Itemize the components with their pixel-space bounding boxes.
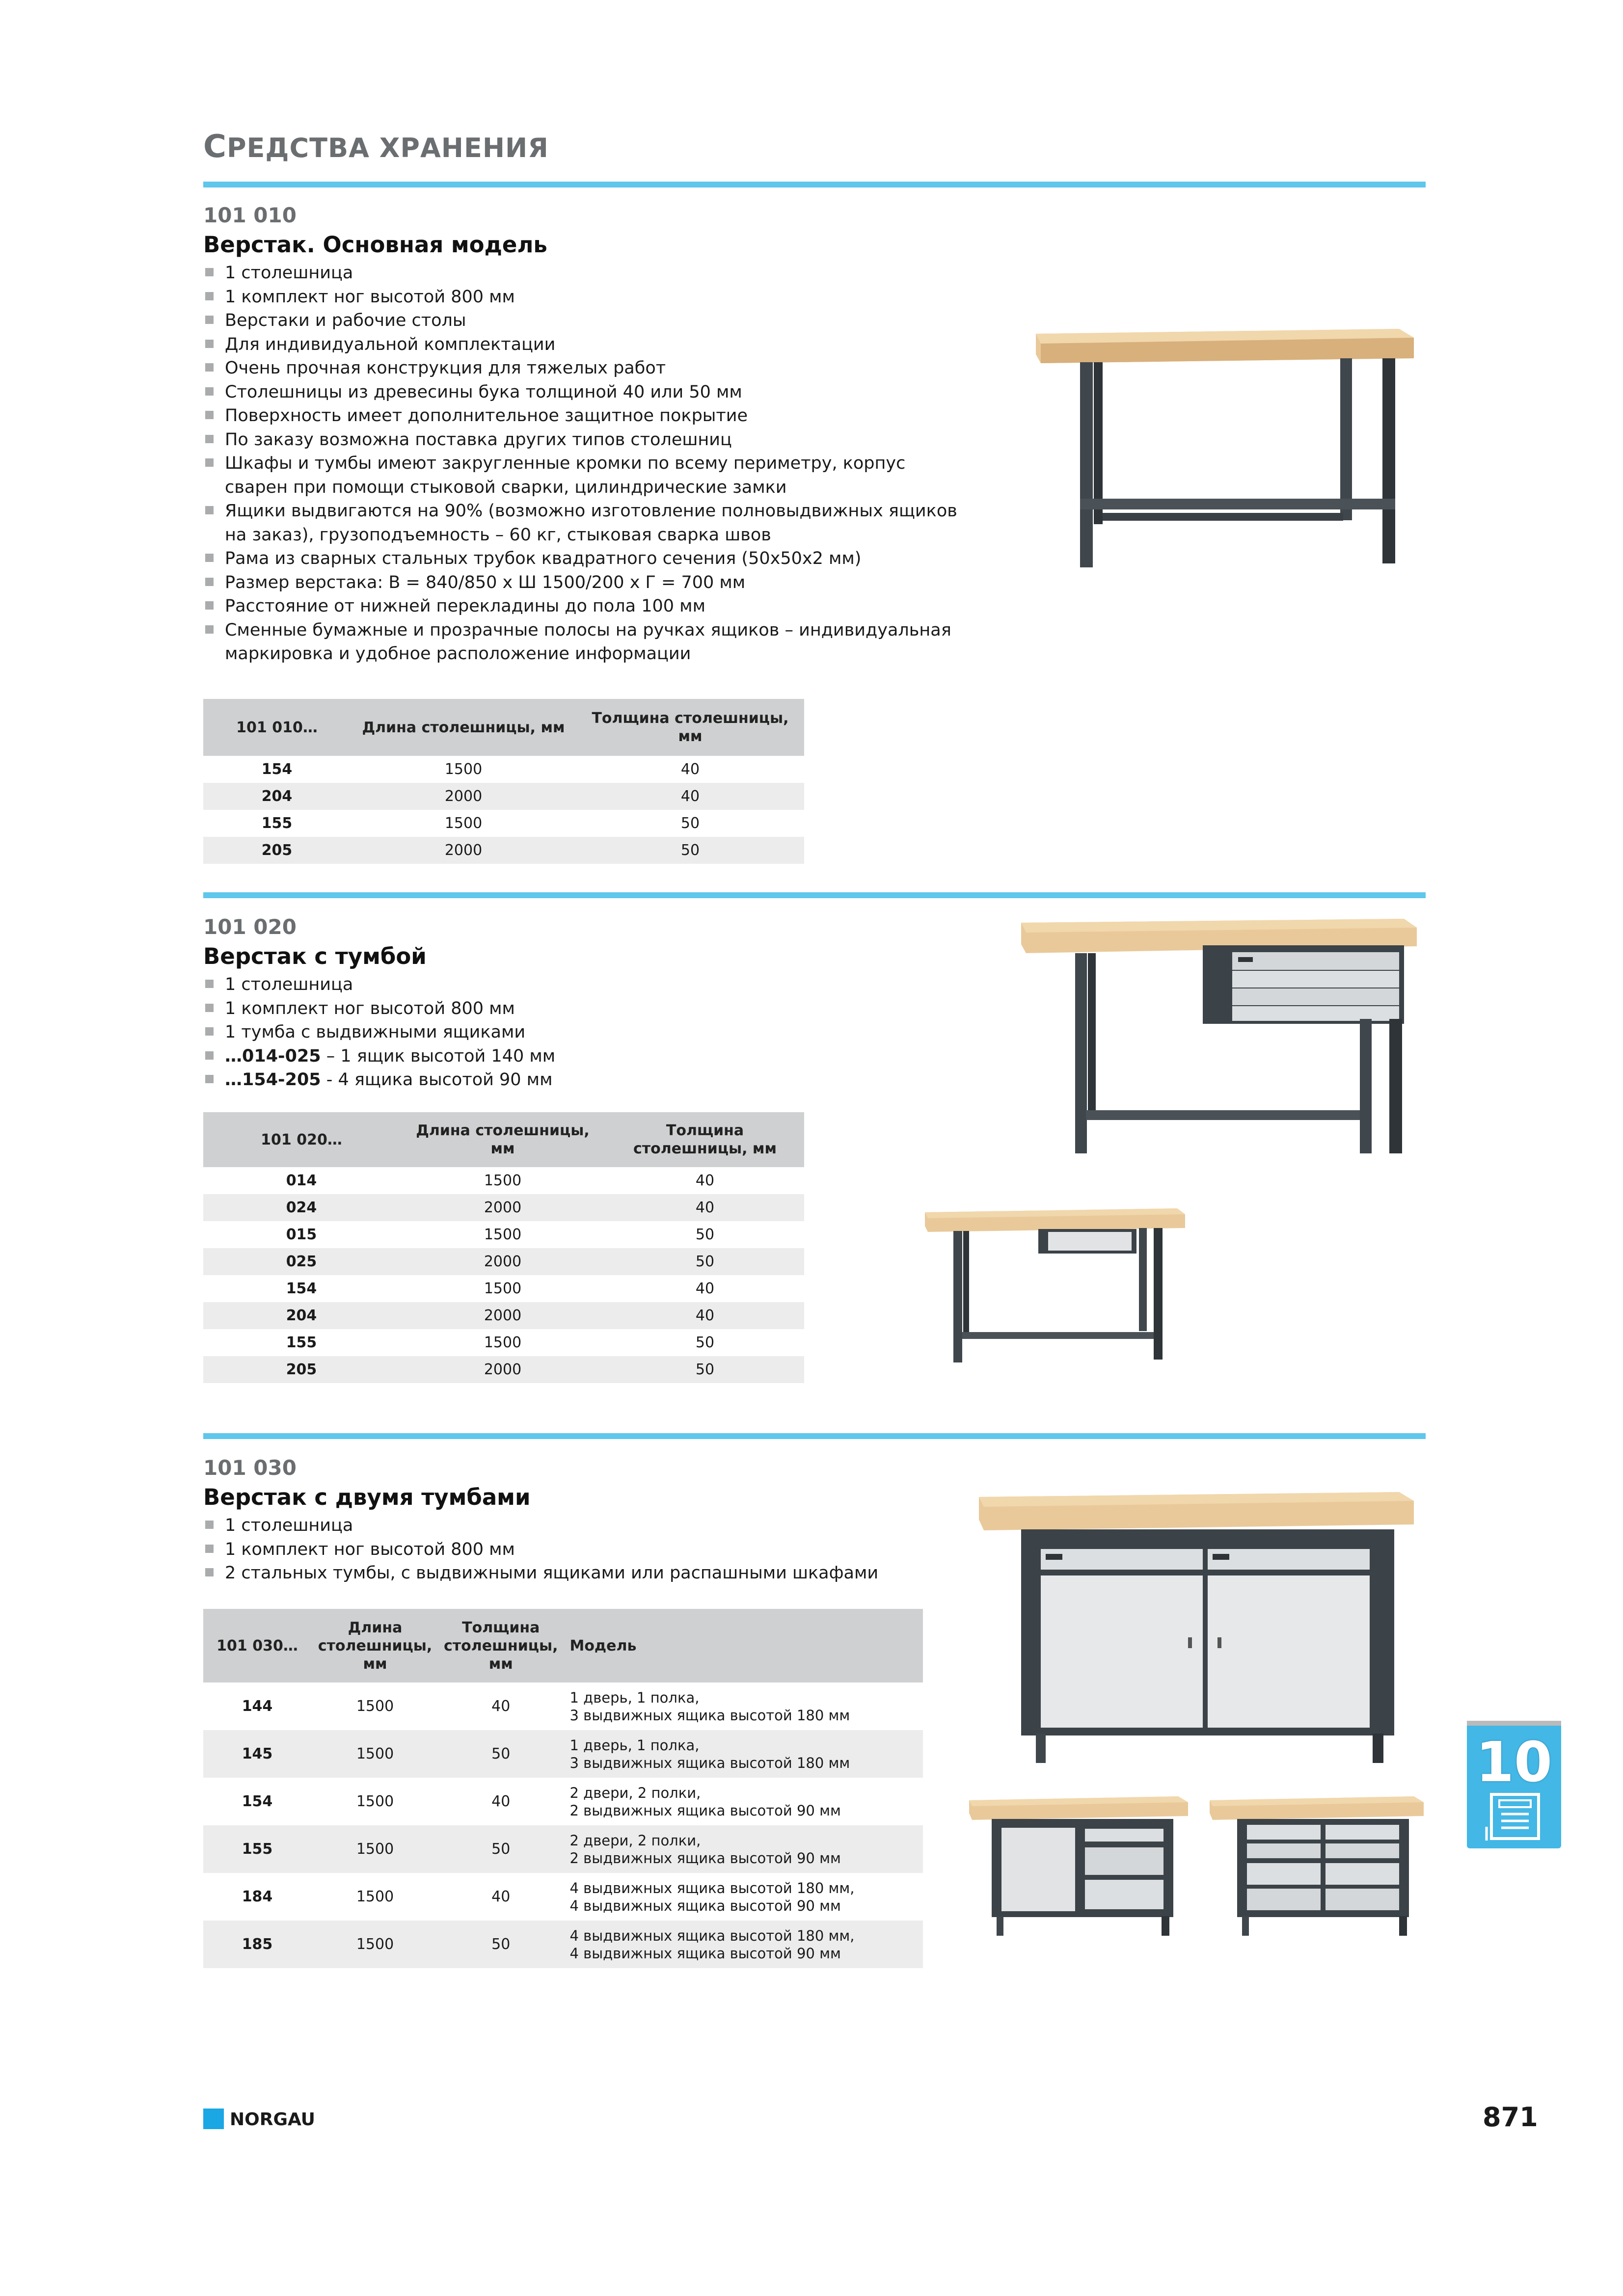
table-row (203, 1730, 923, 1778)
table-cell: 40 (680, 761, 700, 778)
feature-list (203, 261, 969, 666)
brand-name: NORGAU (230, 2109, 315, 2130)
list-item: 1 столешница (203, 973, 792, 997)
table-cell: 144 (242, 1698, 273, 1715)
table-cell: 4 выдвижных ящика высотой 180 мм, 4 выдвижных ящика высотой 90 мм (569, 1879, 855, 1914)
table-cell: 1 дверь, 1 полка, 3 выдвижных ящика высотой 180 мм (563, 1730, 923, 1778)
table-cell: 014 (286, 1172, 317, 1189)
table-cell: 205 (203, 1356, 400, 1383)
table-cell: 204 (203, 1302, 400, 1329)
table-cell: 184 (242, 1888, 273, 1905)
table-cell: 204 (203, 783, 351, 810)
page-title: СРЕДСТВА ХРАНЕНИЯ (203, 129, 549, 165)
table-header: Толщина столешницы, мм (606, 1112, 804, 1167)
list-item: 1 столешница (203, 1514, 940, 1538)
table-cell: 155 (261, 815, 293, 832)
table-cell: 154 (261, 761, 293, 778)
table-cell: 025 (203, 1248, 400, 1275)
section-tab-bar (1467, 1721, 1561, 1726)
table-row (203, 1356, 804, 1383)
table-header: Длина столешницы, мм (311, 1609, 439, 1682)
product-title: Верстак с тумбой (203, 943, 427, 969)
table-header: Толщина столешницы, мм (439, 1609, 563, 1682)
table-cell: 185 (203, 1921, 311, 1968)
table-cell: 1500 (484, 1280, 522, 1297)
table-row (203, 1248, 804, 1275)
list-item: Шкафы и тумбы имеют закругленные кромки по всему периметру, корпус сварен при помощи стыковой сварки, цилиндрические замки (203, 452, 969, 499)
table-cell: 1500 (311, 1825, 439, 1873)
page-number: 871 (1483, 2102, 1538, 2133)
table-row (203, 1302, 804, 1329)
table-cell: 50 (439, 1730, 563, 1778)
table-cell: 2000 (400, 1356, 606, 1383)
table-cell: 2000 (400, 1248, 606, 1275)
feature-list (203, 1514, 940, 1585)
table-cell: 1500 (356, 1793, 394, 1810)
list-item: Ящики выдвигаются на 90% (возможно изготовление полновыдвижных ящиков на заказ), грузоподъемность – 60 кг, стыковая сварка швов (203, 499, 969, 547)
brand-logo-square (203, 2109, 224, 2129)
table-cell: 2000 (400, 1194, 606, 1221)
table-cell: 1500 (484, 1334, 522, 1351)
product-code: 101 030 (203, 1456, 297, 1480)
table-row (203, 1194, 804, 1221)
product-title: Верстак. Основная модель (203, 232, 547, 258)
table-row (203, 1682, 923, 1730)
workbench-single-drawer-image (923, 1206, 1188, 1368)
workbench-basic-image (1026, 324, 1424, 579)
list-item: …014-025 – 1 ящик высотой 140 мм (203, 1044, 792, 1068)
table-row (203, 783, 804, 810)
table-cell: 1500 (484, 1226, 522, 1243)
table-cell: 40 (491, 1793, 511, 1810)
table-cell: 015 (286, 1226, 317, 1243)
list-item: 2 стальных тумбы, с выдвижными ящиками или распашными шкафами (203, 1561, 940, 1585)
list-item: Сменные бумажные и прозрачные полосы на ручках ящиков – индивидуальная маркировка и удобное расположение информации (203, 618, 969, 666)
table-cell: 2 двери, 2 полки, 2 выдвижных ящика высотой 90 мм (563, 1825, 923, 1873)
section-divider (203, 1433, 1426, 1439)
table-header: 101 030… (203, 1609, 311, 1682)
workbench-two-pedestals-image (977, 1490, 1419, 1770)
table-cell: 1500 (444, 815, 483, 832)
table-row (203, 756, 804, 783)
table-row (203, 1275, 804, 1302)
table-cell: 1500 (444, 761, 483, 778)
table-cell: 2000 (351, 783, 576, 810)
cabinet-drawers-icon (1485, 1792, 1543, 1842)
table-cell: 1500 (356, 1698, 394, 1715)
table-cell: 40 (606, 1194, 804, 1221)
table-row (203, 1329, 804, 1356)
list-item: 1 комплект ног высотой 800 мм (203, 285, 969, 309)
list-item: Рама из сварных стальных трубок квадратного сечения (50x50x2 мм) (203, 547, 969, 571)
table-cell: 50 (439, 1921, 563, 1968)
table-cell: 154 (286, 1280, 317, 1297)
section-divider (203, 892, 1426, 898)
table-cell: 50 (695, 1226, 715, 1243)
list-item: 1 столешница (203, 261, 969, 285)
table-header: Длина столешницы, мм (400, 1112, 606, 1167)
list-item: Очень прочная конструкция для тяжелых работ (203, 356, 969, 380)
table-cell: 50 (680, 815, 700, 832)
list-item: Поверхность имеет дополнительное защитное покрытие (203, 404, 969, 428)
spec-table (203, 699, 804, 864)
table-cell: 4 выдвижных ящика высотой 180 мм, 4 выдвижных ящика высотой 90 мм (563, 1921, 923, 1968)
table-cell: 1 дверь, 1 полка, 3 выдвижных ящика высотой 180 мм (569, 1689, 850, 1724)
table-cell: 40 (695, 1172, 715, 1189)
list-item: …154-205 - 4 ящика высотой 90 мм (203, 1068, 792, 1092)
table-row (203, 810, 804, 837)
table-cell: 155 (203, 1825, 311, 1873)
table-cell: 1500 (311, 1921, 439, 1968)
table-header: Длина столешницы, мм (351, 699, 576, 756)
list-item: Размер верстака: В = 840/850 х Ш 1500/200 х Г = 700 мм (203, 571, 969, 595)
product-code: 101 010 (203, 203, 297, 227)
section-tab (1467, 1726, 1561, 1848)
table-row (203, 1167, 804, 1194)
table-cell: 40 (576, 783, 804, 810)
table-cell: 1500 (311, 1730, 439, 1778)
table-cell: 40 (695, 1280, 715, 1297)
table-cell: 40 (491, 1888, 511, 1905)
table-cell: 154 (242, 1793, 273, 1810)
list-item: По заказу возможна поставка других типов столешниц (203, 428, 969, 452)
product-code: 101 020 (203, 915, 297, 939)
table-row (203, 1778, 923, 1825)
table-cell: 50 (606, 1356, 804, 1383)
section-number: 10 (1476, 1731, 1552, 1794)
table-row (203, 1221, 804, 1248)
table-cell: 50 (439, 1825, 563, 1873)
table-cell: 2000 (400, 1302, 606, 1329)
table-cell: 155 (286, 1334, 317, 1351)
table-cell: 024 (203, 1194, 400, 1221)
table-cell: 50 (576, 837, 804, 864)
table-cell: 145 (203, 1730, 311, 1778)
table-cell: 205 (203, 837, 351, 864)
list-item: 1 комплект ног высотой 800 мм (203, 997, 792, 1021)
table-cell: 40 (606, 1302, 804, 1329)
section-divider (203, 182, 1426, 187)
spec-table (203, 1609, 923, 1968)
table-cell: 40 (491, 1698, 511, 1715)
list-item: Расстояние от нижней перекладины до пола 100 мм (203, 594, 969, 618)
table-cell: 50 (606, 1248, 804, 1275)
spec-table (203, 1112, 804, 1383)
table-row (203, 1873, 923, 1921)
list-item: Столешницы из древесины бука толщиной 40 или 50 мм (203, 380, 969, 404)
table-header: 101 010… (203, 699, 351, 756)
table-row (203, 837, 804, 864)
table-cell: 2 двери, 2 полки, 2 выдвижных ящика высотой 90 мм (569, 1784, 841, 1819)
table-cell: 1500 (356, 1888, 394, 1905)
workbench-cabinet-drawers-image (967, 1794, 1193, 1942)
list-item: Для индивидуальной комплектации (203, 333, 969, 357)
product-title: Верстак с двумя тумбами (203, 1484, 531, 1510)
list-item: Верстаки и рабочие столы (203, 309, 969, 333)
workbench-pedestal-image (1016, 916, 1424, 1161)
table-cell: 1500 (484, 1172, 522, 1189)
table-header: 101 020… (203, 1112, 400, 1167)
list-item: 1 тумба с выдвижными ящиками (203, 1020, 792, 1044)
feature-list (203, 973, 792, 1092)
table-row (203, 1921, 923, 1968)
table-cell: 50 (695, 1334, 715, 1351)
table-cell: 2000 (351, 837, 576, 864)
table-row (203, 1825, 923, 1873)
workbench-eight-drawers-image (1208, 1794, 1429, 1942)
table-header: Модель (563, 1609, 923, 1682)
list-item: 1 комплект ног высотой 800 мм (203, 1538, 940, 1562)
table-header: Толщина столешницы, мм (576, 699, 804, 756)
